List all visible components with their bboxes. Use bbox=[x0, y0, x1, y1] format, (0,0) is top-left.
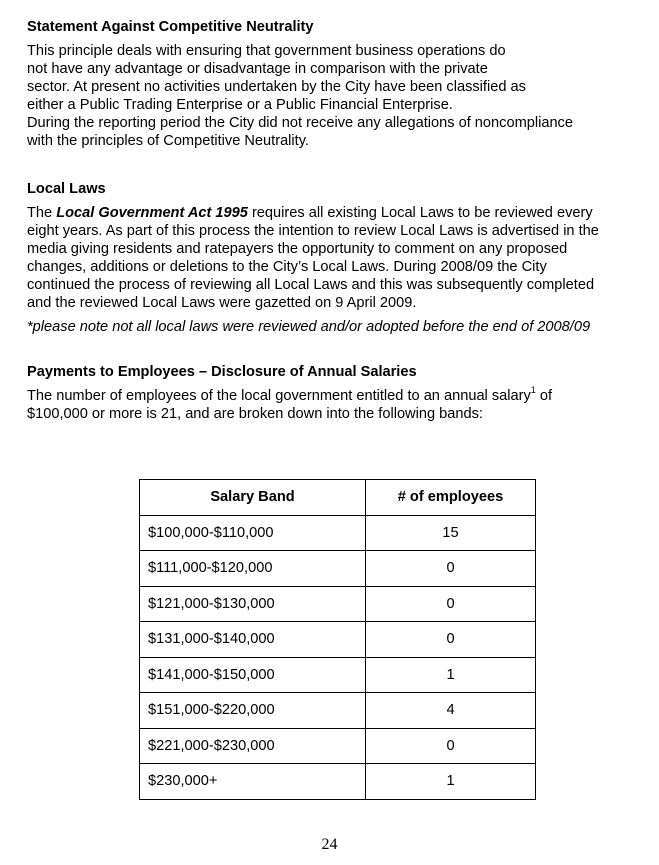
local-laws-line: continued the process of reviewing all Local Laws and this was subsequently completed bbox=[27, 277, 595, 293]
employee-count-cell: 0 bbox=[366, 551, 536, 587]
competitive-neutrality-heading: Statement Against Competitive Neutrality bbox=[27, 19, 314, 35]
table-row bbox=[140, 551, 536, 587]
competitive-neutrality-line: either a Public Trading Enterprise or a Public Financial Enterprise. bbox=[27, 97, 453, 113]
salary-band-cell: $131,000-$140,000 bbox=[140, 622, 366, 658]
table-row bbox=[140, 728, 536, 764]
competitive-neutrality-line: This principle deals with ensuring that government business operations do bbox=[27, 43, 506, 59]
salary-band-table bbox=[139, 479, 536, 800]
table-row bbox=[140, 515, 536, 551]
salary-band-cell: $151,000-$220,000 bbox=[140, 693, 366, 729]
salary-band-cell: $221,000-$230,000 bbox=[140, 728, 366, 764]
table-row bbox=[140, 586, 536, 622]
local-laws-line: eight years. As part of this process the intention to review Local Laws is advertised in the bbox=[27, 223, 599, 239]
table-row bbox=[140, 657, 536, 693]
footnote-marker: 1 bbox=[530, 385, 536, 395]
employee-count-cell: 0 bbox=[366, 586, 536, 622]
employee-count-cell: 15 bbox=[366, 515, 536, 551]
salaries-section bbox=[27, 363, 647, 423]
competitive-neutrality-line: sector. At present no activities undertaken by the City have been classified as bbox=[27, 79, 526, 95]
local-laws-prefix: The bbox=[27, 205, 57, 221]
local-laws-note: *please note not all local laws were reviewed and/or adopted before the end of 2008/09 bbox=[27, 319, 591, 335]
local-laws-section bbox=[27, 180, 647, 336]
local-laws-heading: Local Laws bbox=[27, 181, 106, 197]
employee-count-cell: 0 bbox=[366, 728, 536, 764]
salary-band-cell: $230,000+ bbox=[140, 764, 366, 800]
table-header-row bbox=[140, 480, 536, 516]
table-row bbox=[140, 622, 536, 658]
employee-count-cell: 1 bbox=[366, 657, 536, 693]
salary-band-cell: $100,000-$110,000 bbox=[140, 515, 366, 551]
competitive-neutrality-line: with the principles of Competitive Neutrality. bbox=[27, 133, 309, 149]
competitive-neutrality-line: not have any advantage or disadvantage in comparison with the private bbox=[27, 61, 488, 77]
local-laws-line: changes, additions or deletions to the City’s Local Laws. During 2008/09 the City bbox=[27, 259, 547, 275]
local-laws-line: media giving residents and ratepayers the opportunity to comment on any proposed bbox=[27, 241, 568, 257]
local-laws-line bbox=[27, 204, 647, 222]
table-row bbox=[140, 764, 536, 800]
salary-band-cell: $141,000-$150,000 bbox=[140, 657, 366, 693]
employee-count-cell: 1 bbox=[366, 764, 536, 800]
salaries-line bbox=[27, 387, 647, 405]
employee-count-header: # of employees bbox=[366, 480, 536, 516]
salary-band-header: Salary Band bbox=[140, 480, 366, 516]
salaries-heading: Payments to Employees – Disclosure of Annual Salaries bbox=[27, 364, 417, 380]
competitive-neutrality-section bbox=[27, 18, 647, 150]
local-laws-line1-suffix: requires all existing Local Laws to be reviewed every bbox=[247, 205, 593, 221]
salaries-line: $100,000 or more is 21, and are broken down into the following bands: bbox=[27, 406, 483, 422]
local-laws-line: and the reviewed Local Laws were gazetted on 9 April 2009. bbox=[27, 295, 417, 311]
employee-count-cell: 0 bbox=[366, 622, 536, 658]
employee-count-cell: 4 bbox=[366, 693, 536, 729]
salary-band-cell: $111,000-$120,000 bbox=[140, 551, 366, 587]
salaries-line1: The number of employees of the local government entitled to an annual salary bbox=[27, 388, 531, 404]
competitive-neutrality-line: During the reporting period the City did not receive any allegations of noncompliance bbox=[27, 115, 573, 131]
document-page bbox=[27, 18, 647, 453]
act-name: Local Government Act 1995 bbox=[56, 205, 248, 221]
table-row bbox=[140, 693, 536, 729]
salaries-line1-suffix: of bbox=[535, 388, 553, 404]
page-number: 24 bbox=[321, 836, 338, 853]
salary-band-cell: $121,000-$130,000 bbox=[140, 586, 366, 622]
